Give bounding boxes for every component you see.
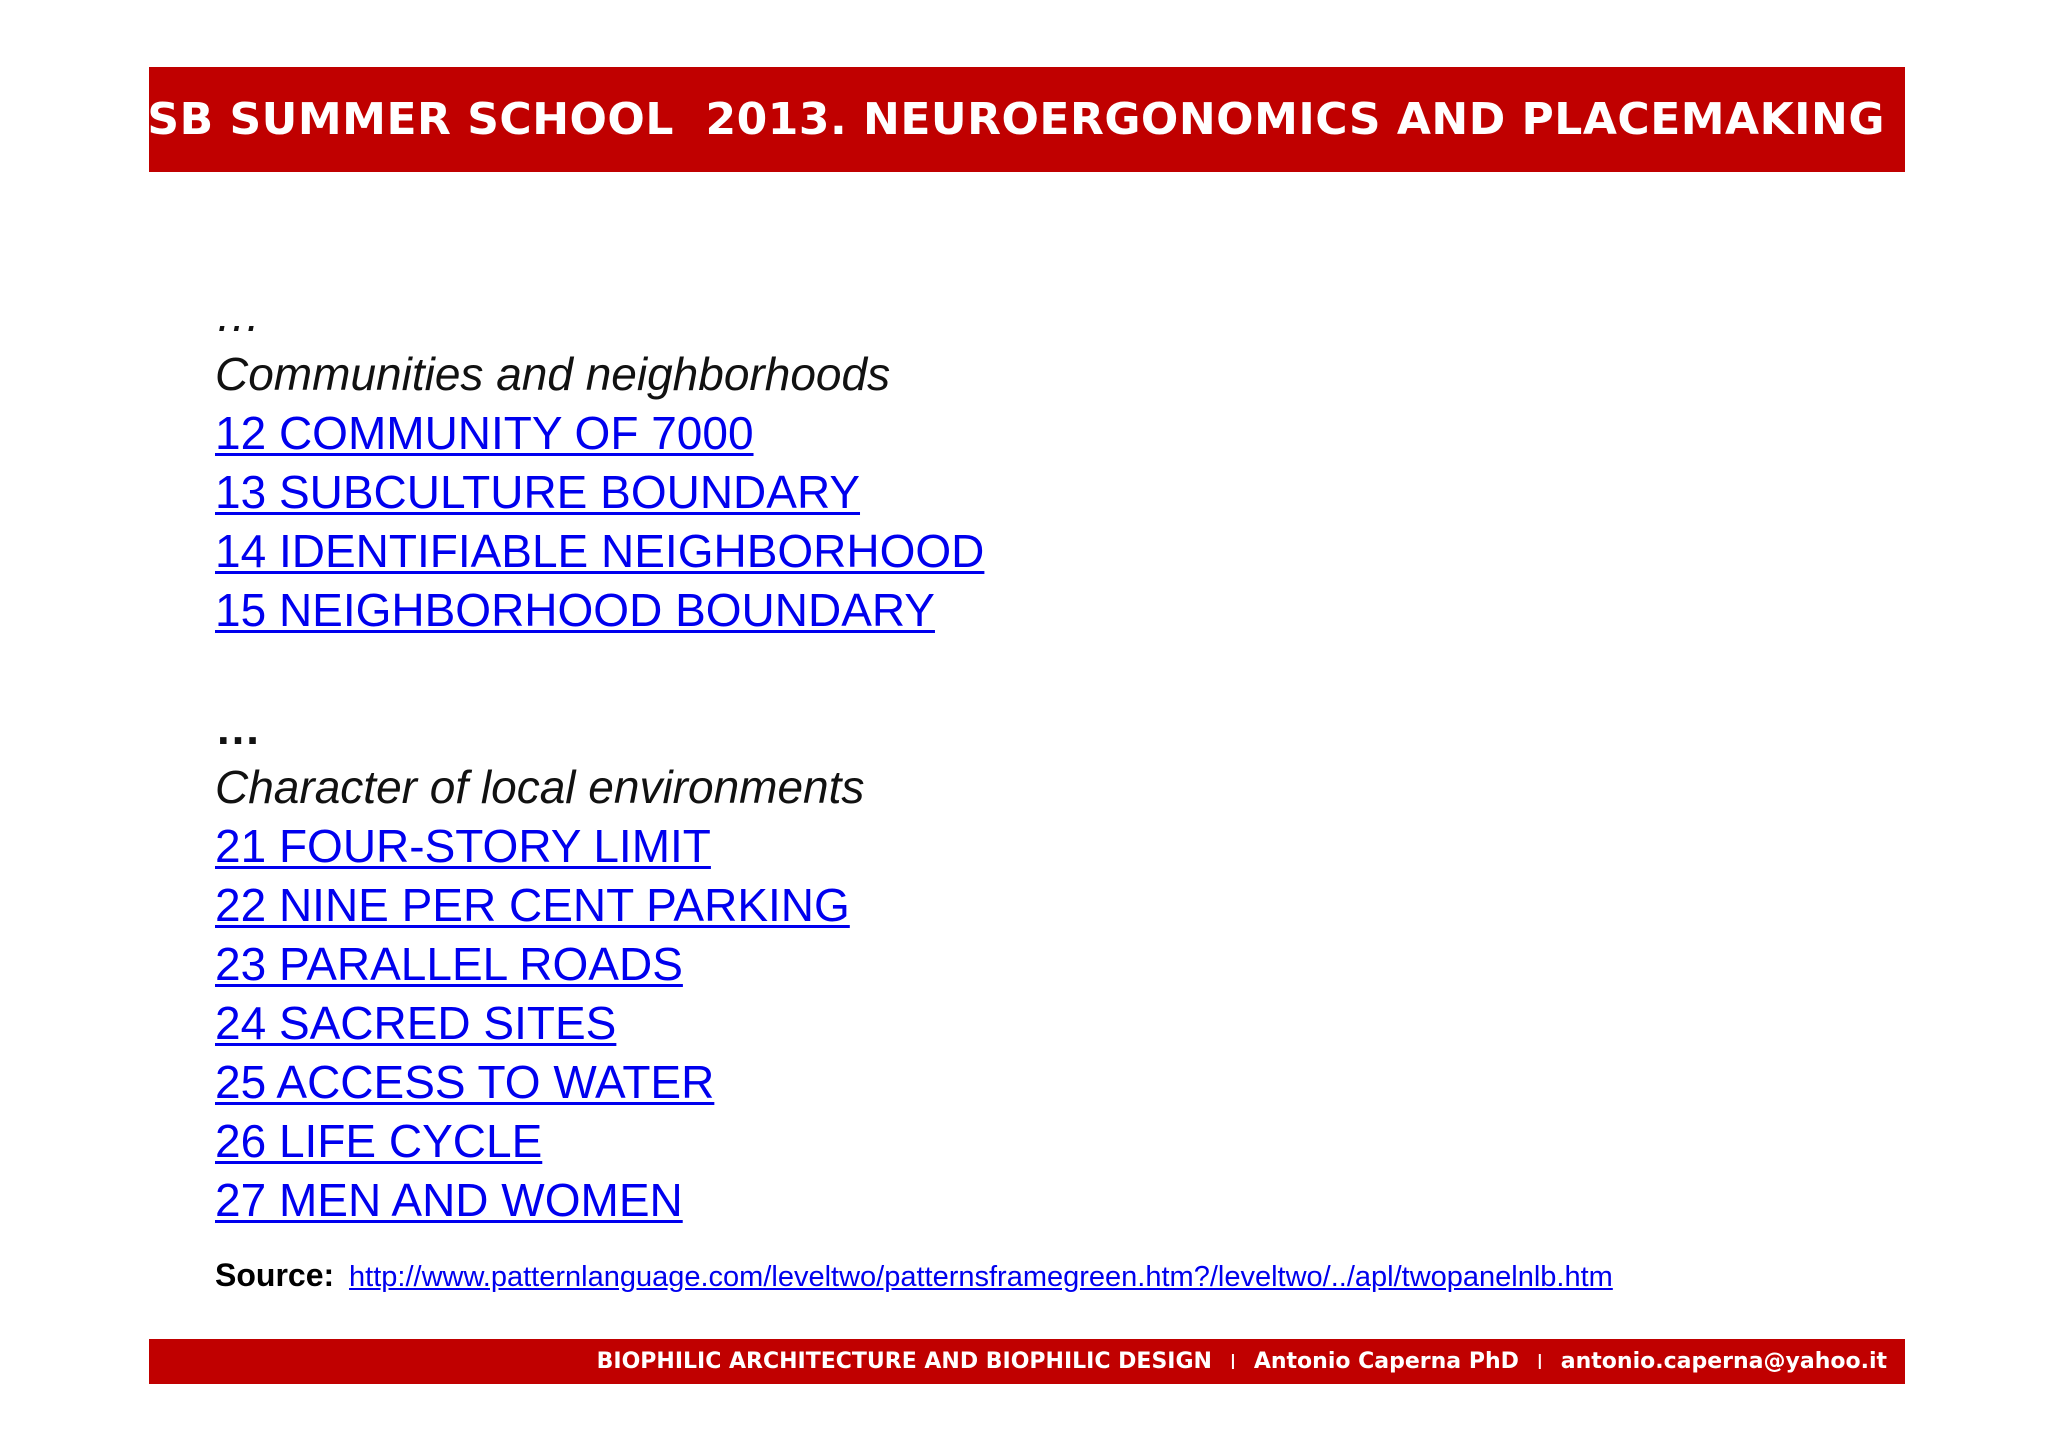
header-bar bbox=[130, 67, 1905, 172]
footer-bar bbox=[149, 1339, 1905, 1384]
slide-content bbox=[215, 286, 1815, 1230]
pattern-link-15[interactable]: 15 NEIGHBORHOOD BOUNDARY bbox=[215, 584, 935, 636]
source-citation bbox=[215, 1257, 1613, 1294]
footer-course: BIOPHILIC ARCHITECTURE AND BIOPHILIC DESIGN bbox=[596, 1349, 1212, 1374]
spacer bbox=[215, 640, 1815, 699]
pattern-link-26[interactable]: 26 LIFE CYCLE bbox=[215, 1115, 543, 1167]
pattern-link-24[interactable]: 24 SACRED SITES bbox=[215, 997, 617, 1049]
footer-separator: I bbox=[1229, 1349, 1236, 1374]
slide-title: ISB SUMMER SCHOOL 2013. NEUROERGONOMICS AND PLACEMAKING bbox=[130, 94, 1885, 145]
pattern-link-13[interactable]: 13 SUBCULTURE BOUNDARY bbox=[215, 466, 861, 518]
footer-email: antonio.caperna@yahoo.it bbox=[1560, 1349, 1887, 1374]
section-heading-communities: Communities and neighborhoods bbox=[215, 348, 891, 400]
source-label: Source: bbox=[215, 1257, 335, 1293]
footer-separator: I bbox=[1536, 1349, 1543, 1374]
ellipsis: … bbox=[215, 289, 261, 341]
source-url-link[interactable]: http://www.patternlanguage.com/leveltwo/patternsframegreen.htm?/leveltwo/../apl/twopanelnlb.htm bbox=[349, 1261, 1613, 1293]
pattern-link-23[interactable]: 23 PARALLEL ROADS bbox=[215, 938, 683, 990]
pattern-link-27[interactable]: 27 MEN AND WOMEN bbox=[215, 1174, 683, 1226]
ellipsis: … bbox=[215, 702, 261, 754]
pattern-link-12[interactable]: 12 COMMUNITY OF 7000 bbox=[215, 407, 754, 459]
pattern-link-25[interactable]: 25 ACCESS TO WATER bbox=[215, 1056, 715, 1108]
pattern-link-21[interactable]: 21 FOUR-STORY LIMIT bbox=[215, 820, 711, 872]
pattern-link-14[interactable]: 14 IDENTIFIABLE NEIGHBORHOOD bbox=[215, 525, 985, 577]
pattern-link-22[interactable]: 22 NINE PER CENT PARKING bbox=[215, 879, 850, 931]
footer-author: Antonio Caperna PhD bbox=[1253, 1349, 1519, 1374]
section-heading-character: Character of local environments bbox=[215, 761, 865, 813]
